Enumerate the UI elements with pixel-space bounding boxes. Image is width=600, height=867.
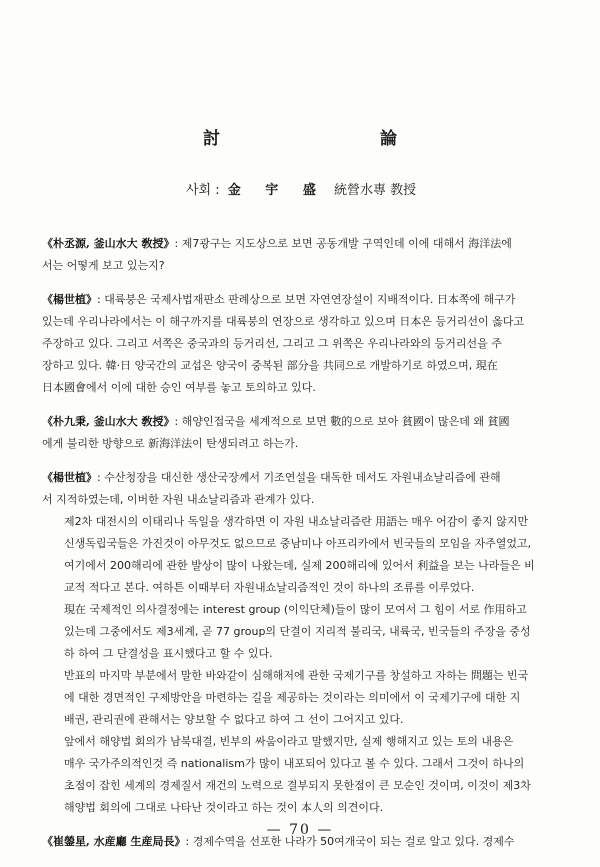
line-text: : 해양인접국을 세계적으로 보면 數的으로 보아 貧國이 많은데 왜 貧國 bbox=[174, 415, 510, 428]
text-line: 現在 국제적인 의사결정에는 interest group (이익단체)들이 많이 모여서 그 힘이 서로 作用하고 bbox=[64, 603, 527, 616]
paragraph bbox=[42, 511, 560, 599]
text-line bbox=[42, 411, 560, 433]
text-line bbox=[42, 233, 560, 255]
paragraph bbox=[42, 665, 560, 731]
discussion-body bbox=[42, 233, 560, 853]
moderator-label: 사회 : bbox=[186, 183, 220, 198]
text-line: 있는데 그중에서도 제3세계, 곧 77 group의 단결이 지리적 불리국, 내륙국, 빈국들의 주장을 중성 bbox=[64, 625, 531, 638]
speaker-label: 《崔鎣星, 水産廳 生産局長》 bbox=[42, 835, 186, 848]
moderator-name: 金 宇 盛 bbox=[227, 183, 326, 198]
text-line: 장하고 있다. 韓·日 양국간의 교섭은 양국이 중복된 部分을 共同으로 개발하기로 하였으며, 現在 bbox=[42, 359, 498, 372]
text-line: 에게 불리한 방향으로 新海洋法이 탄생되려고 하는가. bbox=[42, 437, 299, 450]
text-line bbox=[42, 289, 560, 311]
speaker-label: 《朴丞源, 釜山水大 敎授》 bbox=[42, 237, 175, 250]
page-title: 討 論 bbox=[203, 129, 439, 149]
text-line: 초점이 잡힌 세계의 경제질서 재건의 노력으로 결부되지 못한점이 큰 모순인 것이며, 이것이 제3차 bbox=[64, 779, 531, 792]
line-text: : 수산청장을 대신한 생산국장께서 기조연설을 대독한 데서도 자원내쇼날리즘에 관해 bbox=[97, 471, 501, 484]
text-line: 배권, 관리권에 관해서는 양보할 수 없다고 하여 그 선이 그어지고 있다. bbox=[64, 713, 404, 726]
text-line: 제2차 대전시의 이태리나 독일을 생각하면 이 자원 내쇼날리즘란 用語는 매우 어감이 좋지 않지만 bbox=[64, 515, 529, 528]
paragraph bbox=[42, 233, 560, 277]
paragraph bbox=[42, 599, 560, 665]
text-line: 에 대한 경면적인 구제방안을 마련하는 길을 제공하는 것이라는 의미에서 이 국제기구에 대한 지 bbox=[64, 691, 521, 704]
moderator-affiliation: 統營水專 教授 bbox=[333, 183, 417, 198]
text-line: 日本國會에서 이에 대한 승인 여부를 놓고 토의하고 있다. bbox=[42, 381, 316, 394]
text-line: 서는 어떻게 보고 있는지? bbox=[42, 259, 165, 272]
text-line: 신생독립국들은 가진것이 아무것도 없으므로 중남미나 아프리카에서 빈국들의 모임을 자주열었고, bbox=[64, 537, 532, 550]
text-line: 반표의 마지막 부분에서 말한 바와같이 심해해저에 관한 국제기구를 창설하고 자하는 問題는 빈국 bbox=[64, 669, 529, 682]
text-line: 주장하고 있다. 그리고 서쪽은 중국과의 등거리선, 그리고 그 위쪽은 우리나라와의 등거리선을 주 bbox=[42, 337, 502, 350]
paragraph bbox=[42, 289, 560, 399]
text-line bbox=[42, 467, 560, 489]
page-number: — 70 — bbox=[266, 822, 334, 838]
text-line: 매우 국가주의적인것 즉 nationalism가 많이 내포되어 있다고 볼 수 있다. 그래서 그것이 하나의 bbox=[64, 757, 525, 770]
text-line: 앞에서 해양법 회의가 남북대결, 빈부의 싸움이라고 말했지만, 실제 행해지고 있는 토의 내용은 bbox=[64, 735, 514, 748]
speaker-label: 《楊世植》 bbox=[42, 293, 97, 306]
text-line: 교적 적다고 본다. 여하튼 이때부터 자원내쇼날리즘적인 것이 하나의 조류를 이루었다. bbox=[64, 581, 475, 594]
text-line: 서 지적하였는데, 이버한 자원 내쇼날리즘과 관계가 있다. bbox=[42, 493, 315, 506]
paragraph bbox=[42, 467, 560, 511]
text-line: 하 하여 그 단결성을 표시했다고 할 수 있다. bbox=[64, 647, 273, 660]
speaker-label: 《朴九秉, 釜山水大 敎授》 bbox=[42, 415, 175, 428]
paragraph bbox=[42, 731, 560, 819]
speaker-label: 《楊世植》 bbox=[42, 471, 97, 484]
text-line: 있는데 우리나라에서는 이 해구까지를 대륙붕의 연장으로 생각하고 있으며 日本은 등거리선이 옳다고 bbox=[42, 315, 525, 328]
line-text: : 경제수역을 선포한 나라가 50여개국이 되는 걸로 알고 있다. 경제수 bbox=[185, 835, 515, 848]
moderator-line bbox=[186, 179, 416, 198]
text-line: 여기에서 200해리에 관한 발상이 많이 나왔는데, 실제 200해리에 있어서 利益을 보는 나라들은 비 bbox=[64, 559, 535, 572]
paragraph bbox=[42, 411, 560, 455]
line-text: : 제7광구는 지도상으로 보면 공동개발 구역인데 이에 대해서 海洋法에 bbox=[174, 237, 512, 250]
line-text: : 대륙붕은 국제사법재판소 판례상으로 보면 자연연장설이 지배적이다. 日本쪽에 해구가 bbox=[97, 293, 516, 306]
text-line: 해양법 회의에 그대로 나타난 것이라고 하는 것이 本人의 의견이다. bbox=[64, 801, 384, 814]
